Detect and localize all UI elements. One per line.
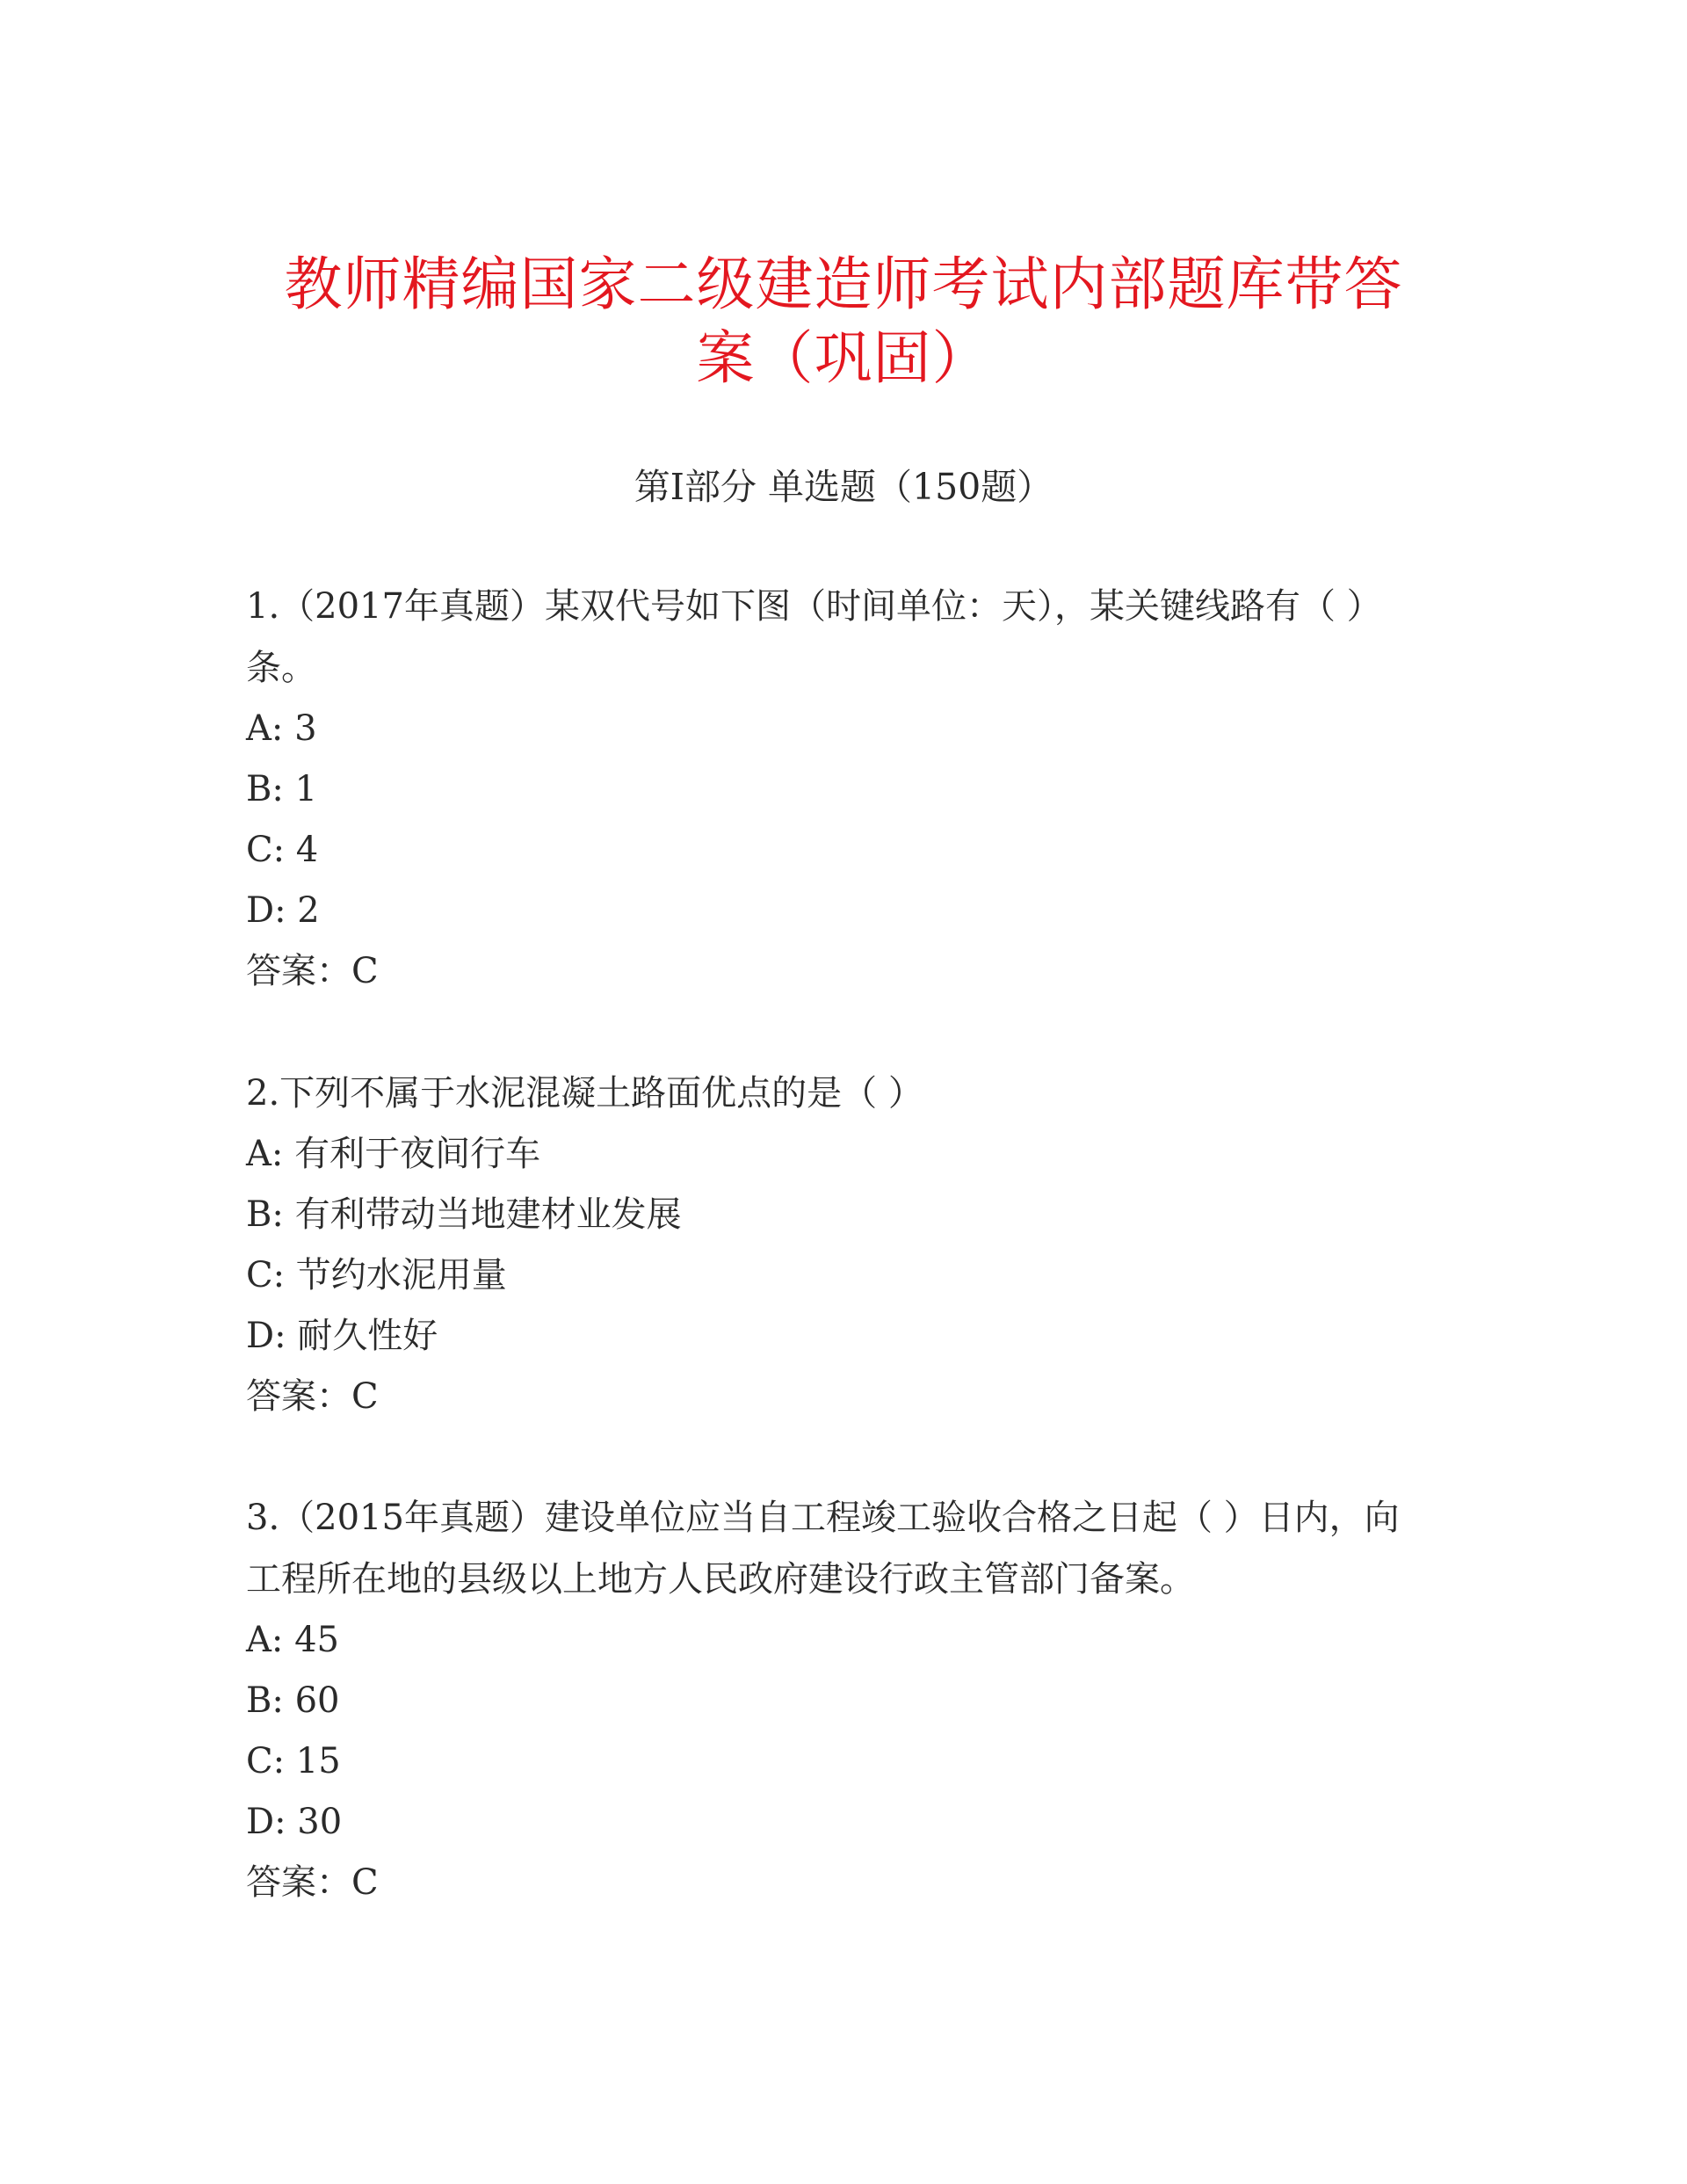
question-stem: 2.下列不属于水泥混凝土路面优点的是（ ） <box>246 1073 923 1114</box>
title-line-2: 案（巩固） <box>696 324 991 392</box>
option-d: D: 耐久性好 <box>246 1316 438 1356</box>
option-a: A: 有利于夜间行车 <box>246 1134 541 1174</box>
section-heading: 第I部分 单选题（150题） <box>634 466 1053 508</box>
question-stem: 3.（2015年真题）建设单位应当自工程竣工验收合格之日起（ ）日内，向工程所在地的县级以上地方人民政府建设行政主管部门备案。 <box>246 1498 1400 1600</box>
option-c: C: 节约水泥用量 <box>246 1255 507 1295</box>
title-line-1: 教师精编国家二级建造师考试内部题库带答 <box>284 250 1403 318</box>
answer: 答案：C <box>246 1862 379 1903</box>
option-c: C: 15 <box>246 1741 341 1781</box>
document-title <box>246 248 1441 395</box>
option-d: D: 2 <box>246 890 320 931</box>
question-3 <box>246 1487 1415 1913</box>
answer: 答案：C <box>246 1376 379 1417</box>
option-b: B: 有利带动当地建材业发展 <box>246 1194 682 1235</box>
option-a: A: 45 <box>246 1620 339 1660</box>
question-1 <box>246 576 1415 1002</box>
option-a: A: 3 <box>246 708 317 749</box>
question-stem: 1.（2017年真题）某双代号如下图（时间单位：天），某关键线路有（ ）条。 <box>246 586 1382 688</box>
option-b: B: 1 <box>246 769 318 809</box>
answer: 答案：C <box>246 951 379 991</box>
option-b: B: 60 <box>246 1680 340 1721</box>
option-d: D: 30 <box>246 1802 343 1842</box>
option-c: C: 4 <box>246 830 319 870</box>
question-2 <box>246 1063 1415 1427</box>
